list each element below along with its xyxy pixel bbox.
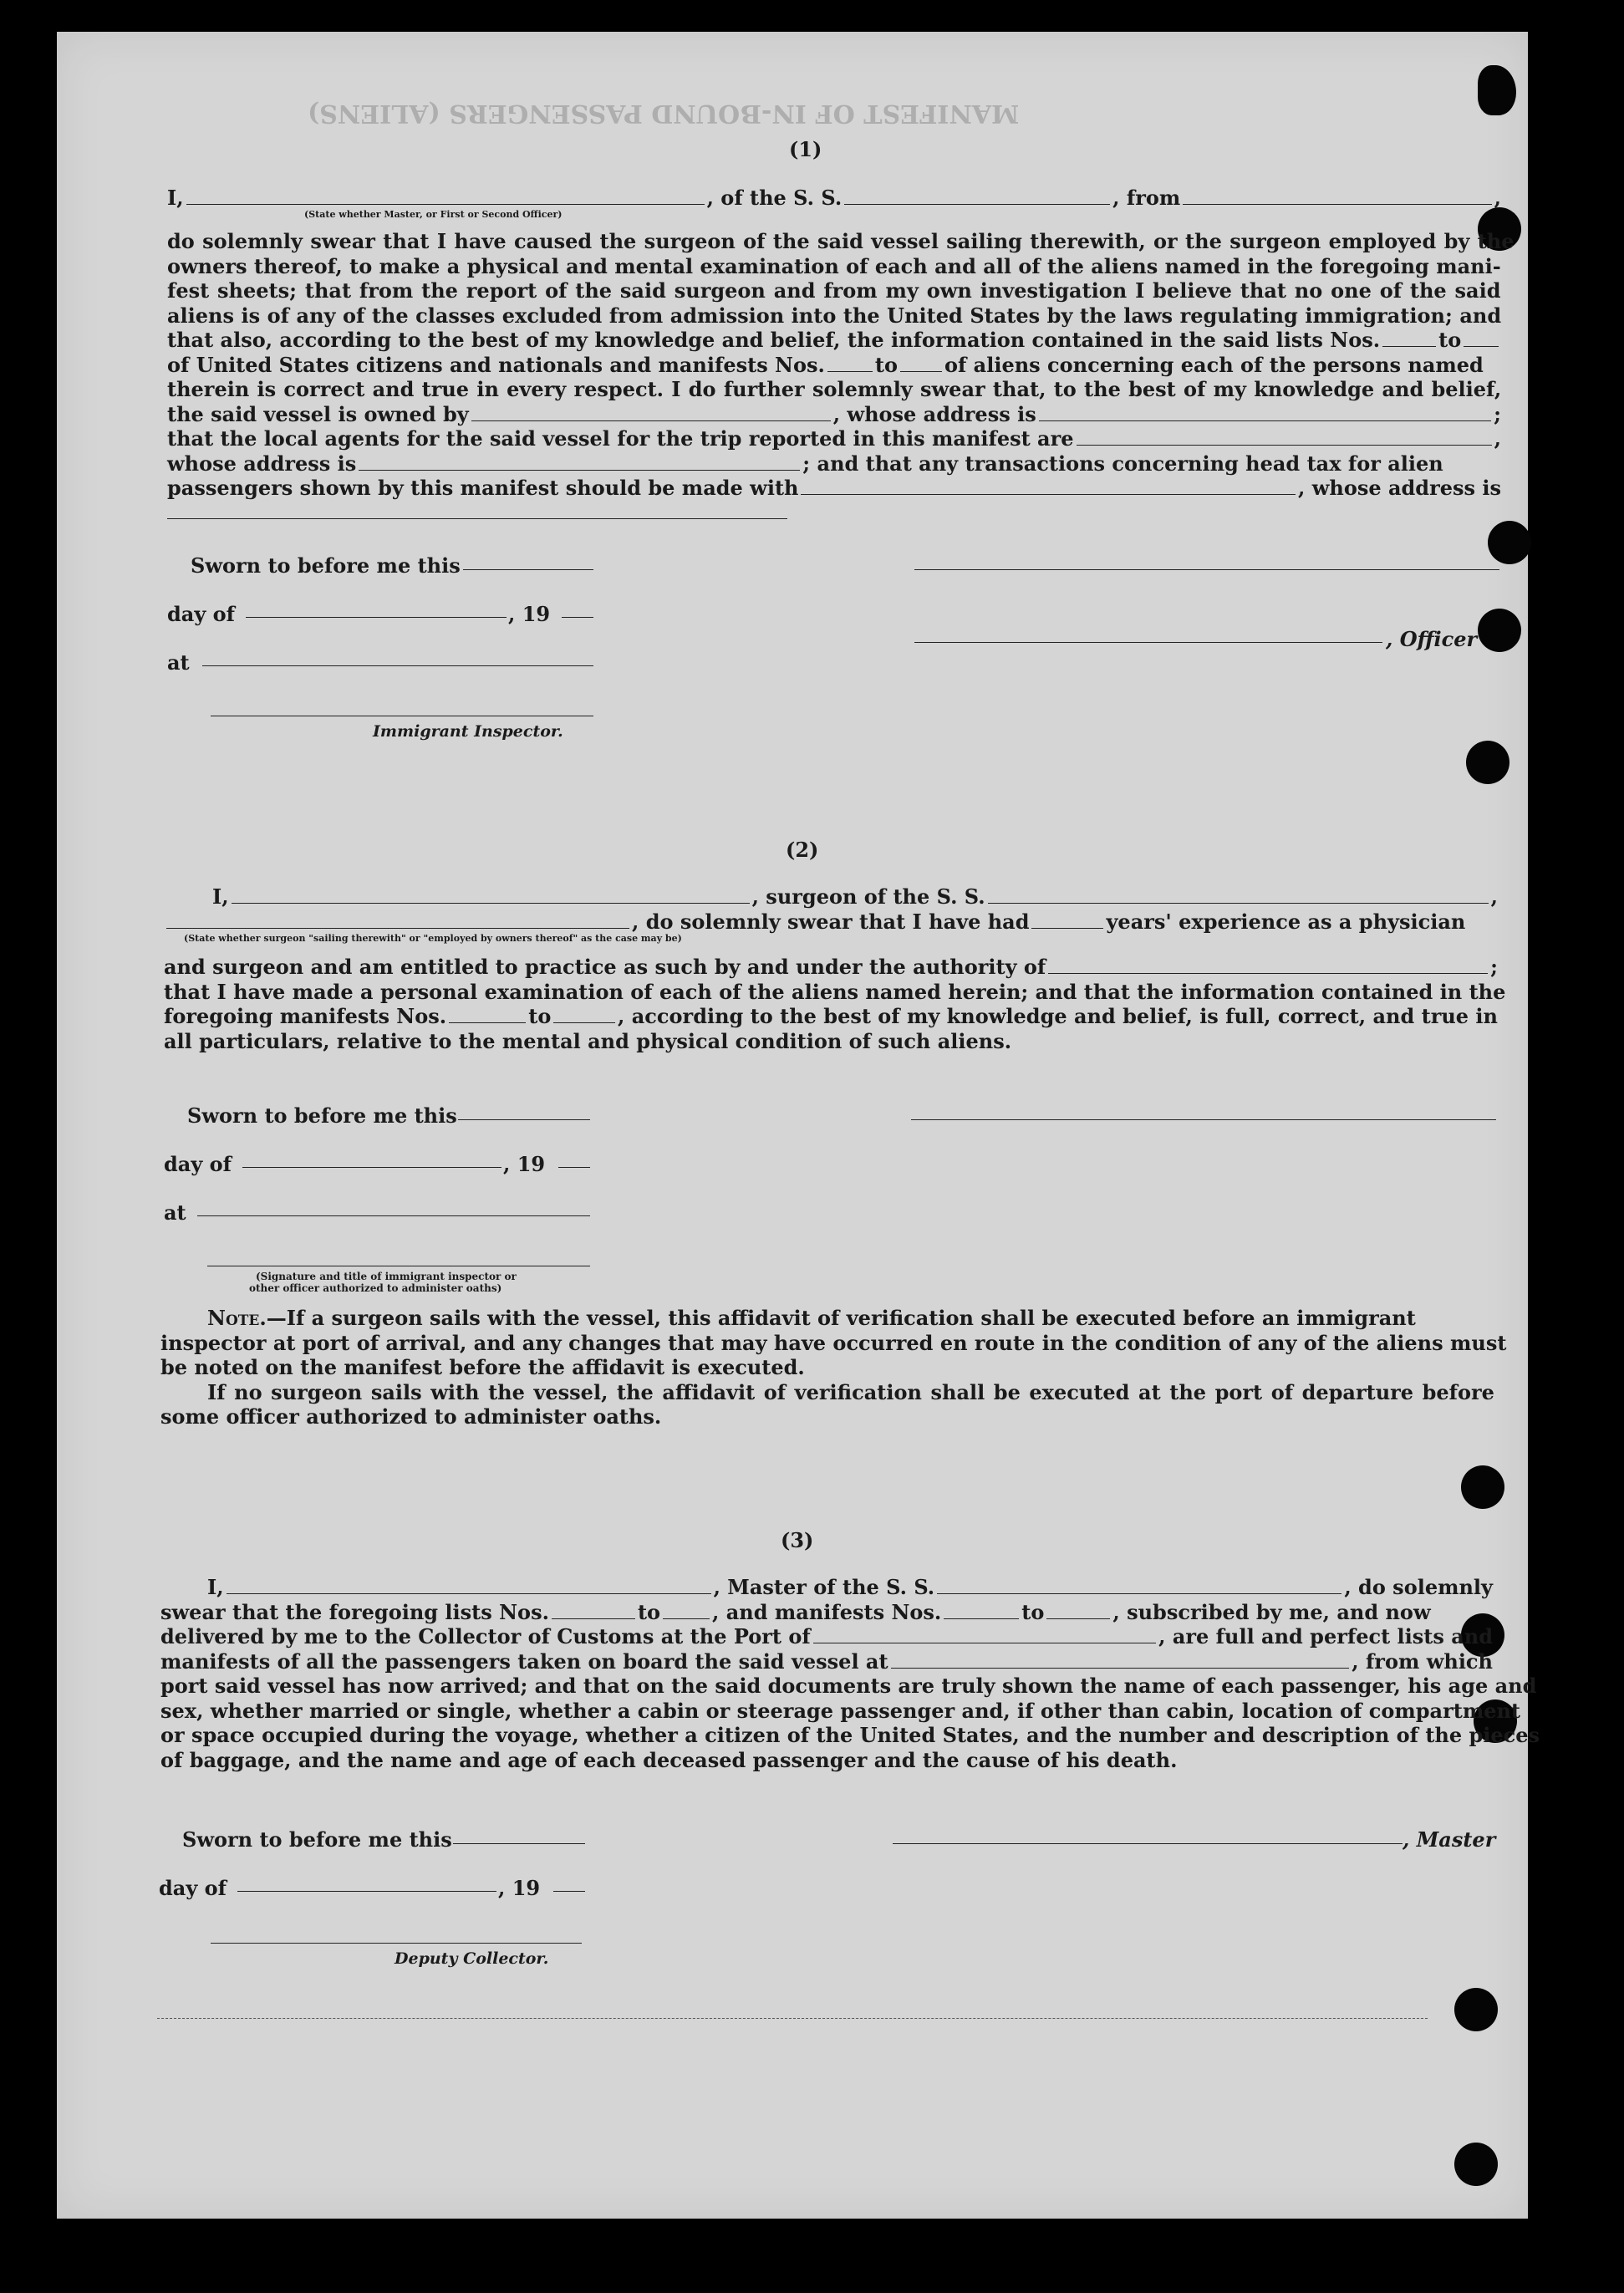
text: ; and that any transactions concerning head tax for alien [802,451,1443,476]
section-1-body [167,186,1501,211]
blank-authority [1048,958,1488,974]
text: , Master of the S. S. [713,1575,935,1599]
text-row [160,1698,1521,1724]
text: , from which [1352,1648,1493,1674]
at-label [167,650,190,675]
blank-month [237,1891,496,1892]
text: , are full and perfect lists and [1158,1624,1493,1648]
text: , [1494,426,1501,451]
text: ; [1490,955,1498,979]
blank-officer [186,189,705,205]
text: , 19 [498,1876,541,1900]
text-row [164,910,1498,935]
section-number: (2) [786,838,819,862]
text: to [1021,1599,1045,1624]
text-row [164,1029,1498,1054]
blank-ship-name [844,189,1110,205]
text-row [164,1004,1498,1029]
blank-month [246,617,507,618]
blank-master-name [227,1578,711,1594]
blank-head-tax-address [167,518,787,519]
signature-caption: (Signature and title of immigrant inspector or [256,1271,517,1282]
blank-list-from [1382,331,1436,347]
text: , 19 [508,602,551,626]
bleed-through-text: MANIFEST OF IN-BOUND PASSENGERS (ALIENS) [308,99,1020,128]
text: , do solemnly [1344,1575,1493,1599]
master-signature-line [893,1843,1403,1844]
corner-tear [1478,65,1516,115]
blank-month [242,1167,501,1168]
text: delivered by me to the Collector of Customs at the Port of [160,1624,811,1648]
blank-owner [471,405,831,421]
section-2-body [164,910,1498,935]
blank-year [553,1891,585,1892]
text: that the local agents for the said vessel for the trip reported in this manifest are [167,426,1074,451]
text: that I have made a personal examination of each of the aliens named herein; and that the information contained in the [164,979,1506,1004]
blank-list-to [1464,331,1499,347]
text-row [167,303,1501,329]
text-row [160,1380,1494,1405]
text-row [160,1306,1494,1331]
text: port said vessel has now arrived; and that on the said documents are truly shown the name of each passenger, his age and [160,1674,1537,1698]
blank-boarding-port [891,1653,1350,1669]
text: to [874,352,898,377]
text: of baggage, and the name and age of each deceased passenger and the cause of his death. [160,1747,1178,1772]
blank-list-from [552,1603,635,1619]
text: , Officer [1386,627,1478,651]
text-row [167,476,1501,501]
text: owners thereof, to make a physical and mental examination of each and all of the aliens named in the foregoing mani- [167,253,1501,278]
punch-hole [1466,741,1509,784]
text: , whose address is [1298,476,1501,500]
text: all particulars, relative to the mental and physical condition of such aliens. [164,1028,1012,1053]
form-page [57,32,1540,2219]
blank-manifest-from [827,356,873,372]
text: that also, according to the best of my knowledge and belief, the information contained in the said lists Nos. [167,328,1381,352]
blank-head-tax-party [801,479,1296,495]
note-block [160,1306,1507,1429]
section-2-body [164,955,1506,1053]
blank-manifest-from [944,1603,1019,1619]
text: , 19 [503,1152,546,1176]
text-row [160,1674,1537,1699]
section-3-body [160,1575,1540,1772]
text: sex, whether married or single, whether a cabin or steerage passenger and, if other than cabin, location of compartment [160,1698,1521,1723]
text: , [1490,884,1498,909]
blank-from-port [1183,189,1491,205]
text-row [167,278,1501,303]
blank-manifest-to [553,1007,615,1023]
text: at [164,1200,186,1225]
blank-year [558,1167,590,1168]
text: the said vessel is owned by [167,401,469,426]
text: , do solemnly swear that I have had [632,910,1030,934]
text: —If a surgeon sails with the vessel, this affidavit of verification shall be executed before an immigrant [266,1306,1416,1330]
text: , from [1112,186,1181,210]
text: fest sheets; that from the report of the said surgeon and from my own investigation I believe that no one of the said [167,278,1501,303]
section-number: (3) [781,1528,814,1552]
text: swear that the foregoing lists Nos. [160,1599,549,1624]
blank-manifest-to [1046,1603,1110,1619]
text-row [167,328,1501,353]
section-1-body [167,229,1515,501]
punch-hole [1488,521,1531,564]
blank-manifest-to [900,356,942,372]
punch-hole [1478,609,1521,652]
blank-sworn-day [458,1119,590,1120]
signature-caption: other officer authorized to administer oaths) [249,1282,502,1294]
officer-title-line [914,642,1382,643]
text: at [167,650,190,675]
text: foregoing manifests Nos. [164,1004,447,1028]
text: I, [207,1575,224,1599]
blank-port [813,1628,1156,1643]
note-text [160,1306,1416,1331]
blank-ship-name [937,1578,1341,1594]
text: some officer authorized to administer oaths. [160,1404,662,1429]
text: aliens is of any of the classes excluded from admission into the United States by the laws regulating immigration; and [167,303,1502,328]
text-row [160,1355,1494,1380]
text-row [160,1600,1493,1625]
master-label [1403,1827,1495,1852]
text: passengers shown by this manifest should be made with [167,476,799,500]
text: or space occupied during the voyage, whether a citizen of the United States, and the number and description of the pieces [160,1723,1540,1747]
text: I, [167,186,184,210]
sworn-label [182,1827,452,1852]
text: day of [164,1152,232,1176]
sworn-label [187,1103,457,1128]
text-row [160,1748,1493,1773]
text-row [160,1404,1494,1429]
text-row [160,1649,1493,1674]
text: , of the S. S. [706,186,843,210]
text-row [160,1330,1507,1356]
hint-surgeon-status: (State whether surgeon "sailing therewith" or "employed by owners thereof" as the case may be) [184,933,682,944]
text-row [167,377,1501,402]
note-label: Note. [207,1306,267,1330]
text: day of [159,1876,227,1900]
text-row [160,1723,1540,1748]
blank-ship-name [988,888,1489,904]
deputy-collector-caption: Deputy Collector. [395,1949,549,1968]
text: inspector at port of arrival, and any changes that may have occurred en route in the condition of any of the aliens must [160,1330,1507,1355]
surgeon-signature-line [911,1119,1496,1120]
inspector-caption: Immigrant Inspector. [373,722,563,741]
text: , [1494,186,1501,210]
blank-agents [1077,430,1492,446]
text: to [1438,328,1462,352]
hint-officer: (State whether Master, or First or Second Officer) [304,209,563,220]
collector-signature-line [211,1943,582,1944]
year-label [498,1876,540,1900]
text: whose address is [167,451,357,476]
text: years' experience as a physician [1106,910,1466,934]
text: day of [167,602,235,626]
blank-surgeon-name [232,888,750,904]
text: If no surgeon sails with the vessel, the affidavit of verification shall be executed at the port of departure before [207,1379,1494,1404]
blank-sworn-day [463,569,593,570]
section-number: (1) [789,137,822,161]
blank-at-place [202,665,593,666]
text-row [167,186,1501,211]
punch-hole [1461,1465,1504,1509]
text-row [212,884,1498,910]
year-label [503,1152,545,1176]
text: therein is correct and true in every respect. I do further solemnly swear that, to the best of my knowledge and belief, [167,377,1502,401]
text: manifests of all the passengers taken on board the said vessel at [160,1648,888,1674]
blank-owner-address [1039,405,1491,421]
text: Sworn to before me this [187,1103,457,1128]
text: , surgeon of the S. S. [751,884,985,909]
punch-hole [1454,2143,1498,2186]
text: of aliens concerning each of the persons named [944,352,1484,377]
text: be noted on the manifest before the affidavit is executed. [160,1355,805,1379]
text: Sworn to before me this [182,1827,452,1852]
blank-agent-address [359,455,800,471]
blank-manifest-from [449,1007,526,1023]
text-row [167,426,1501,451]
text: to [528,1004,552,1028]
text: , Master [1403,1827,1496,1852]
punch-hole [1454,1988,1498,2031]
blank-at-place [197,1215,590,1216]
day-of-label [159,1876,227,1900]
text-row [167,353,1501,378]
year-label [508,602,550,626]
day-of-label [164,1152,232,1176]
officer-signature-line [914,569,1499,570]
at-label [164,1200,186,1225]
blank-list-to [663,1603,710,1619]
text: do solemnly swear that I have caused the surgeon of the said vessel sailing therewith, or the surgeon employed by the [167,229,1515,253]
text-row [164,979,1506,1005]
blank-year [562,617,593,618]
text: , and manifests Nos. [712,1599,942,1624]
text: I, [212,884,229,909]
text: ; [1494,401,1501,426]
text-row [167,451,1501,476]
text: , whose address is [832,401,1036,426]
text: Sworn to before me this [191,553,461,578]
text-row [160,1575,1493,1600]
text: to [637,1599,661,1624]
bottom-rule [157,2018,1428,2019]
text-row [167,254,1501,279]
blank-surgeon-status [166,913,629,929]
text: and surgeon and am entitled to practice as such by and under the authority of [164,955,1046,979]
blank-sworn-day [453,1843,585,1844]
officer-label [1386,627,1477,651]
day-of-label [167,602,235,626]
text-row [164,955,1498,980]
section-2-body [212,884,1498,910]
text-row [160,1624,1493,1649]
text: of United States citizens and nationals and manifests Nos. [167,352,825,377]
text-row [167,402,1501,427]
sworn-label [191,553,461,578]
text: , subscribed by me, and now [1112,1599,1431,1624]
text: , according to the best of my knowledge and belief, is full, correct, and true in [618,1004,1498,1028]
blank-years [1031,913,1103,929]
text-row [167,229,1515,254]
